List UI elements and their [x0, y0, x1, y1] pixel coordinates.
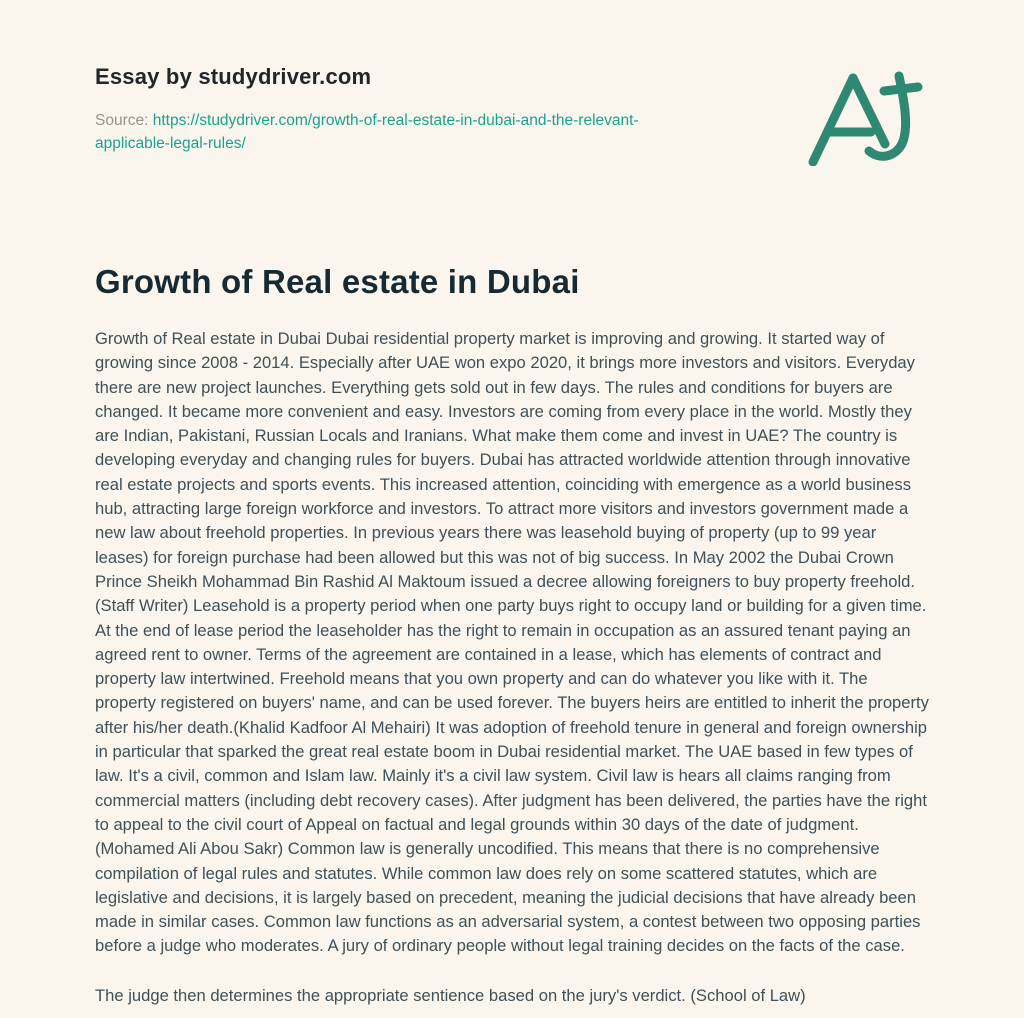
source-line: [95, 110, 695, 156]
essay-paragraph: Growth of Real estate in Dubai Dubai residential property market is improving and growing. It started way of growing since 2008 - 2014. Especially after UAE won expo 2020, it brings more investors and visitors. Everyday there are new project launches. Everything gets sold out in few days. The rules and conditions for buyers are changed. It became more convenient and easy. Investors are coming from every place in the world. Mostly they are Indian, Pakistani, Russian Locals and Iranians. What make them come and invest in UAE? The country is developing everyday and changing rules for buyers. Dubai has attracted worldwide attention through innovative real estate projects and sports events. This increased attention, coinciding with emergence as a world business hub, attracting large foreign workforce and investors. To attract more visitors and investors government made a new law about freehold properties. In previous years there was leasehold buying of property (up to 99 year leases) for foreign purchase had been allowed but this was not of big success. In May 2002 the Dubai Crown Prince Sheikh Mohammad Bin Rashid Al Maktoum issued a decree allowing foreigners to buy property freehold. (Staff Writer) Leasehold is a property period when one party buys right to occupy land or building for a given time. At the end of lease period the leaseholder has the right to remain in occupation as an assured tenant paying an agreed rent to owner. Terms of the agreement are contained in a lease, which has elements of contract and property law intertwined. Freehold means that you own property and can do whatever you like with it. The property registered on buyers' name, and can be used forever. The buyers heirs are entitled to inherit the property after his/her death.(Khalid Kadfoor Al Mehairi) It was adoption of freehold tenure in general and foreign ownership in particular that sparked the great real estate boom in Dubai residential market. The UAE based in few types of law. It's a civil, common and Islam law. Mainly it's a civil law system. Civil law is hears all claims ranging from commercial matters (including debt recovery cases). After judgment has been delivered, the parties have the right to appeal to the civil court of Appeal on factual and legal grounds within 30 days of the date of judgment. (Mohamed Ali Abou Sakr) Common law is generally uncodified. This means that there is no comprehensive compilation of legal rules and statutes. While common law does rely on some scattered statutes, which are legislative and decisions, it is largely based on precedent, meaning the judicial decisions that have already been made in similar cases. Common law functions as an adversarial system, a contest between two opposing parties before a judge who moderates. A jury of ordinary people without legal training decides on the facts of the case.: [95, 329, 929, 956]
header-left: [95, 64, 695, 156]
byline-site: by studydriver.com: [159, 64, 372, 89]
essay-body: [95, 327, 929, 1008]
source-url-link[interactable]: https://studydriver.com/growth-of-real-estate-in-dubai-and-the-relevant-applicable-legal-rules/: [95, 112, 639, 152]
essay-paragraph: The judge then determines the appropriate sentience based on the jury's verdict. (School of Law): [95, 985, 806, 1005]
studydriver-logo-icon: [807, 70, 925, 166]
studydriver-logo: [807, 70, 925, 166]
essay-byline: [95, 64, 695, 90]
source-label: Source:: [95, 112, 153, 129]
page-header: [95, 64, 929, 166]
page-title: Growth of Real estate in Dubai: [95, 263, 580, 300]
byline-word: Essay: [95, 64, 160, 89]
